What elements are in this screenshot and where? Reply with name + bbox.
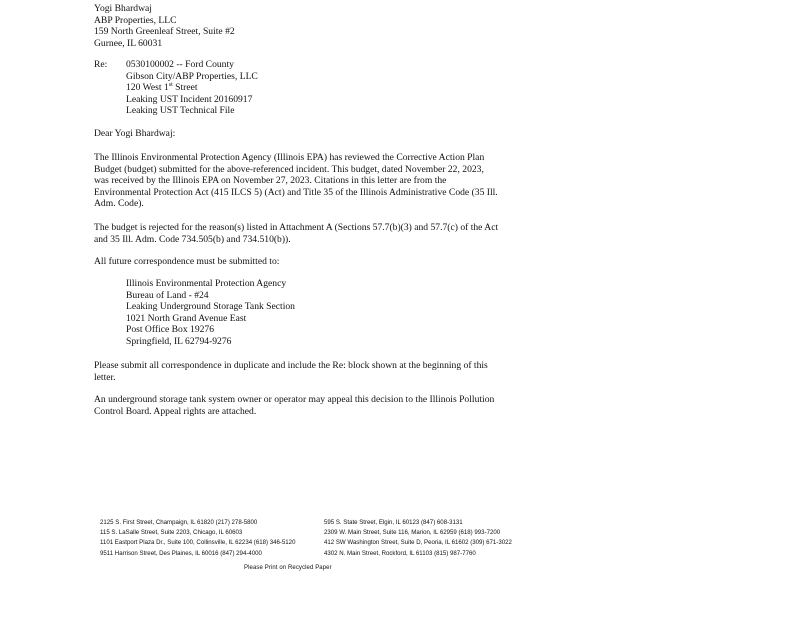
salutation: Dear Yogi Bhardwaj:	[94, 128, 176, 139]
paragraph-line: The Illinois Environmental Protection Agency (Illinois EPA) has reviewed the Corrective Action Plan	[94, 152, 485, 163]
paragraph-line: Budget (budget) submitted for the above-referenced incident. This budget, dated November 22, 2023,	[94, 163, 484, 175]
paragraph-review	[94, 152, 524, 210]
paragraph-line: Control Board. Appeal rights are attached.	[94, 405, 257, 417]
footer-office: 1101 Eastport Plaza Dr., Suite 100, Collinsville, IL 62234 (618) 346-5120	[100, 539, 296, 547]
footer-office: 9511 Harrison Street, Des Plaines, IL 60016 (847) 294-4000	[100, 549, 262, 557]
re-street-tail: Street	[172, 82, 198, 93]
paragraph-appeal	[94, 394, 524, 417]
footer-office: 595 S. State Street, Elgin, IL 60123 (847) 608-3131	[324, 519, 463, 526]
paragraph-line: Please submit all correspondence in duplicate and include the Re: block shown at the beginning of this	[94, 360, 488, 371]
recycled-paper-note: Please Print on Recycled Paper	[244, 565, 332, 571]
paragraph-line: letter.	[94, 371, 116, 383]
paragraph-line: and 35 Ill. Adm. Code 734.505(b) and 734.510(b)).	[94, 233, 291, 245]
re-line-site-id: 0530100002 -- Ford County	[126, 59, 234, 70]
re-line-site-name: Gibson City/ABP Properties, LLC	[126, 70, 258, 82]
paragraph-line: An underground storage tank system owner or operator may appeal this decision to the Illinois Pollution	[94, 394, 495, 405]
agency-po-box: Post Office Box 19276	[126, 324, 215, 335]
re-label: Re:	[94, 59, 108, 70]
paragraph-line: The budget is rejected for the reason(s) listed in Attachment A (Sections 57.7(b)(3) and 57.7(c) of the Act	[94, 222, 499, 233]
footer-office: 412 SW Washington Street, Suite D, Peoria, IL 61602 (309) 671-3022	[324, 539, 512, 547]
re-line-street	[126, 82, 258, 94]
recipient-street: 159 North Greenleaf Street, Suite #2	[94, 26, 235, 37]
footer-office: 4302 N. Main Street, Rockford, IL 61103 (815) 987-7760	[324, 549, 476, 557]
footer-offices-right	[324, 518, 512, 559]
paragraph-line: Adm. Code).	[94, 198, 144, 210]
footer-office: 2125 S. First Street, Champaign, IL 61820 (217) 278-5800	[100, 519, 258, 526]
paragraph-rejection	[94, 222, 524, 245]
re-street-suffix: st	[168, 81, 173, 88]
re-line-incident: Leaking UST Incident 20160917	[126, 93, 253, 105]
paragraph-correspondence: All future correspondence must be submitted to:	[94, 256, 280, 267]
agency-street: 1021 North Grand Avenue East	[126, 312, 247, 324]
paragraph-line: was received by the Illinois EPA on November 27, 2023. Citations in this letter are from the	[94, 175, 447, 187]
recipient-company: ABP Properties, LLC	[94, 14, 177, 26]
agency-section: Leaking Underground Storage Tank Section	[126, 301, 295, 312]
re-block	[126, 59, 258, 117]
paragraph-line: Environmental Protection Act (415 ILCS 5) (Act) and Title 35 of the Illinois Administrative Code (35 Ill.	[94, 186, 498, 198]
footer-office: 2309 W. Main Street, Suite 116, Marion, IL 62959 (618) 993-7200	[324, 529, 501, 537]
recipient-city: Gurnee, IL 60031	[94, 37, 163, 49]
footer-office: 115 S. LaSalle Street, Suite 2203, Chicago, IL 60603	[100, 529, 243, 537]
re-line-file: Leaking UST Technical File	[126, 105, 235, 116]
agency-name: Illinois Environmental Protection Agency	[126, 278, 287, 289]
recipient-name: Yogi Bhardwaj	[94, 3, 152, 14]
footer-offices-left	[100, 518, 295, 559]
re-street-number: 120 West 1	[126, 82, 169, 93]
agency-address	[126, 278, 295, 347]
paragraph-duplicate	[94, 360, 524, 383]
agency-city: Springfield, IL 62794-9276	[126, 335, 232, 347]
agency-bureau: Bureau of Land - #24	[126, 289, 209, 301]
